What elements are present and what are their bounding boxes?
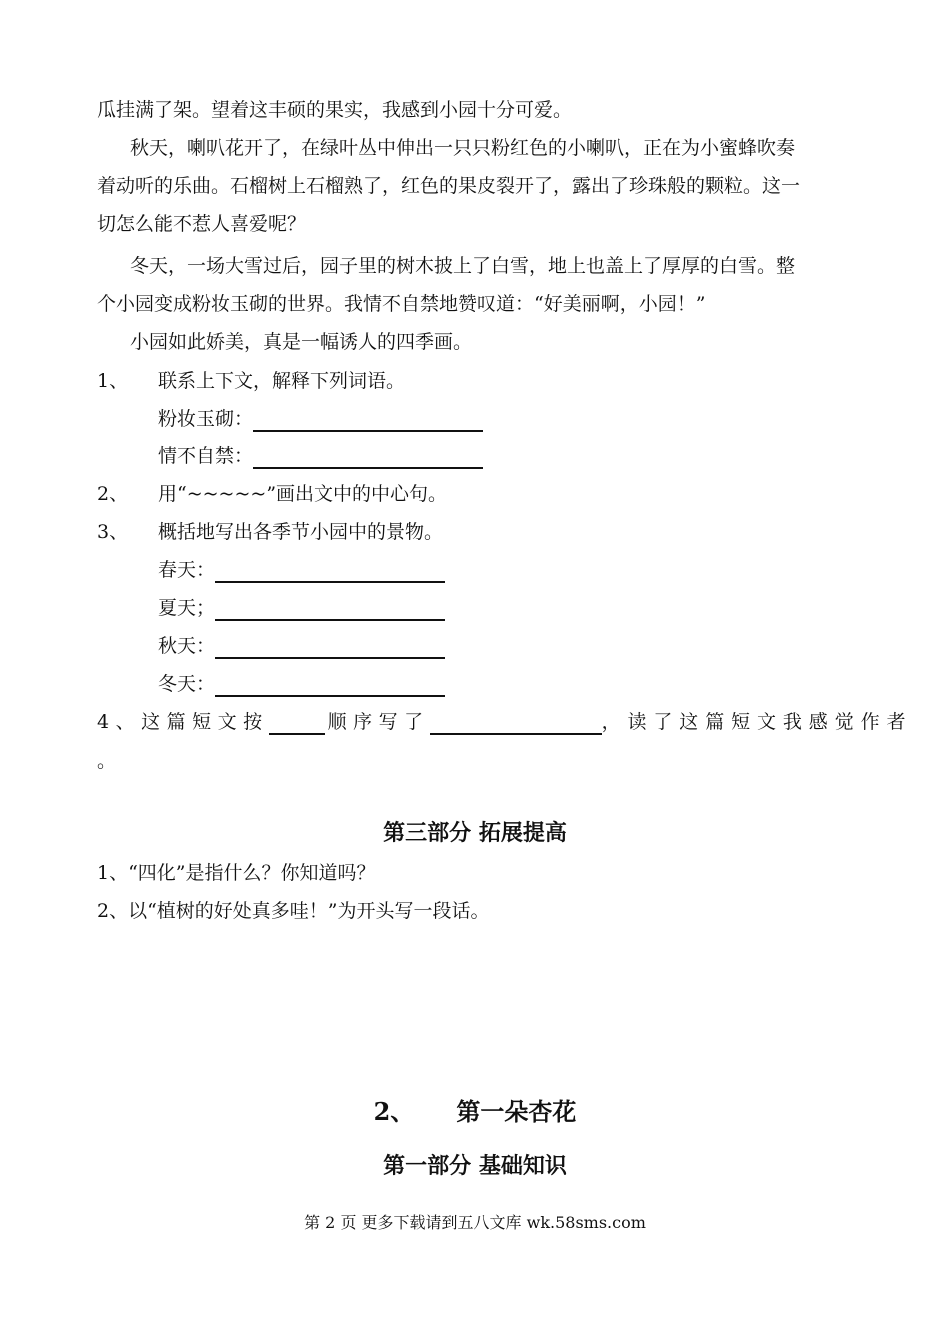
word-label-qingbuzijin: 情不自禁：	[158, 445, 254, 467]
passage-autumn-line2: 着动听的乐曲。石榴树上石榴熟了，红色的果皮裂开了，露出了珍珠般的颗粒。这一	[97, 175, 801, 197]
question-2-number: 2、	[97, 483, 129, 505]
answer-blank-autumn[interactable]	[215, 637, 445, 659]
question-4-line	[97, 709, 912, 735]
question-2-text: 用“~~~~~”画出文中的中心句。	[158, 483, 448, 505]
passage-autumn-line3: 切怎么能不惹人喜爱呢？	[97, 213, 307, 235]
part-3-title: 第三部分 拓展提高	[383, 820, 567, 846]
page-footer: 第 2 页 更多下载请到五八文库 wk.58sms.com	[304, 1213, 646, 1232]
answer-blank-order[interactable]	[269, 713, 325, 735]
question-4-part-3: ，读了这篇短文我感觉作者	[601, 711, 913, 733]
question-1-word-2	[158, 443, 483, 469]
question-3-text: 概括地写出各季节小园中的景物。	[158, 521, 444, 543]
passage-line-summer-end: 瓜挂满了架。望着这丰硕的果实，我感到小园十分可爱。	[97, 99, 573, 121]
part-3-question-1: 1、“四化”是指什么？你知道吗？	[97, 862, 376, 884]
passage-winter-line2: 个小园变成粉妆玉砌的世界。我情不自禁地赞叹道：“好美丽啊，小园！”	[97, 293, 706, 315]
season-winter-row	[158, 671, 445, 697]
question-3-number: 3、	[97, 521, 129, 543]
answer-blank-winter[interactable]	[215, 675, 445, 697]
question-1-text: 联系上下文，解释下列词语。	[158, 370, 406, 392]
lesson-number: 2、	[373, 1097, 415, 1126]
lesson-title	[0, 1095, 950, 1129]
season-spring-label: 春天：	[158, 559, 216, 581]
passage-winter-line1: 冬天，一场大雪过后，园子里的树木披上了白雪，地上也盖上了厚厚的白雪。整	[130, 255, 796, 277]
part-3-question-2: 2、以“植树的好处真多哇！”为开头写一段话。	[97, 900, 490, 922]
word-label-fenzhuangyuqi: 粉妆玉砌：	[158, 408, 254, 430]
answer-blank-summer[interactable]	[215, 599, 445, 621]
lesson-part-1-title: 第一部分 基础知识	[383, 1153, 567, 1179]
season-summer-row	[158, 595, 445, 621]
season-autumn-label: 秋天：	[158, 635, 216, 657]
season-spring-row	[158, 557, 445, 583]
answer-blank-content[interactable]	[430, 713, 602, 735]
question-4-part-2: 顺序写了	[327, 711, 430, 733]
answer-blank-2[interactable]	[253, 447, 483, 469]
question-1-word-1	[158, 406, 483, 432]
answer-blank-1[interactable]	[253, 410, 483, 432]
passage-autumn-line1: 秋天，喇叭花开了，在绿叶丛中伸出一只只粉红色的小喇叭，正在为小蜜蜂吹奏	[130, 137, 796, 159]
answer-blank-spring[interactable]	[215, 561, 445, 583]
lesson-name: 第一朵杏花	[456, 1097, 577, 1126]
season-winter-label: 冬天：	[158, 673, 216, 695]
season-autumn-row	[158, 633, 445, 659]
season-summer-label: 夏天；	[158, 597, 216, 619]
question-4-continuation: 。	[97, 750, 117, 772]
question-1-number: 1、	[97, 370, 129, 392]
question-4-part-1: 4、这篇短文按	[97, 711, 269, 733]
passage-conclusion: 小园如此娇美，真是一幅诱人的四季画。	[130, 331, 473, 353]
